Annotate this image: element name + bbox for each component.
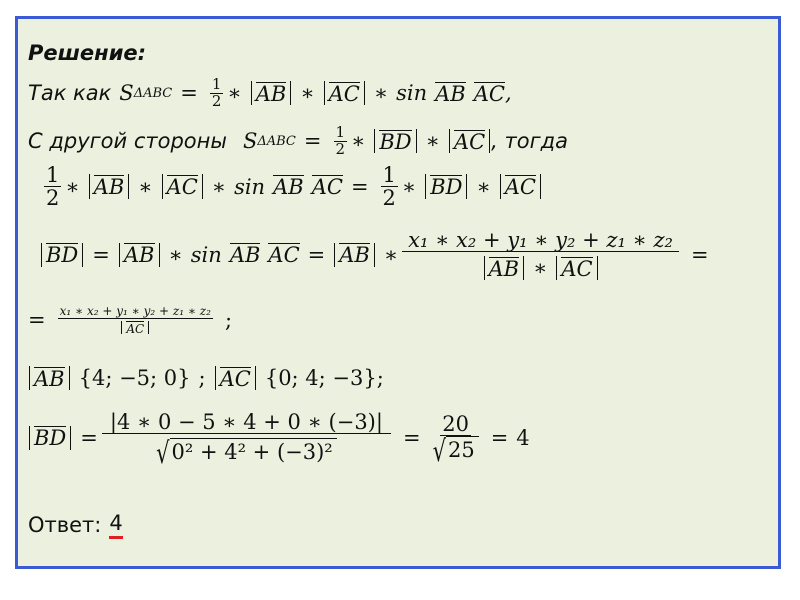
line-equals-continuation — [28, 305, 232, 335]
slide — [15, 16, 781, 569]
times-sign: ∗ — [401, 174, 417, 199]
line-calculation — [28, 410, 530, 470]
norm-ac: AC — [449, 129, 490, 153]
half-fraction: $\frac{1}{2}$ — [335, 123, 346, 158]
vec-ab: AB — [435, 81, 466, 106]
norm-ac: AC — [215, 366, 256, 390]
answer-label: Ответ: — [28, 513, 102, 537]
sqrt-denominator: √ 0² + 4² + (−3)² — [156, 438, 337, 464]
result-numerator: 20 — [442, 412, 469, 436]
times-sign: ∗ — [65, 174, 80, 199]
times-sign: ∗ — [425, 129, 440, 154]
half-fraction: $\frac{1}{2}$ — [382, 163, 396, 211]
norm-bd: BD — [425, 174, 467, 198]
equals-sign: = — [303, 129, 322, 154]
area-symbol: S — [119, 81, 134, 106]
norm-bd: BD — [374, 129, 416, 153]
equals-sign: = — [690, 242, 709, 267]
line-area-formula-1 — [28, 77, 512, 110]
sin-function: sin — [396, 81, 428, 106]
dot-product-fraction — [402, 229, 679, 280]
vec-ac: AC — [268, 243, 300, 268]
times-sign: ∗ — [351, 129, 366, 154]
dot-product-numerator: x₁ ∗ x₂ + y₁ ∗ y₂ + z₁ ∗ z₂ — [59, 304, 211, 318]
norm-ac: AC — [556, 256, 597, 280]
norm-ac: AC — [121, 321, 149, 335]
line-coordinates — [28, 366, 384, 390]
sqrt-content: 0² + 4² + (−3)² — [170, 438, 337, 464]
equals-sign: = — [402, 425, 421, 450]
times-sign: ∗ — [138, 174, 153, 199]
times-sign: ∗ — [383, 242, 399, 267]
equals-sign: = — [80, 425, 98, 450]
norm-ab: AB — [484, 256, 525, 280]
half-fraction: $\frac{1}{2}$ — [46, 163, 60, 211]
answer-value: 4 — [109, 511, 122, 539]
equals-sign: = — [307, 242, 326, 267]
norm-ab: AB — [119, 243, 160, 267]
result-fraction — [432, 412, 479, 468]
sin-function: sin — [234, 174, 266, 199]
area-symbol: S — [242, 129, 258, 154]
line-area-formula-2 — [28, 125, 568, 158]
norm-ab: AB — [334, 243, 375, 267]
line-bd-formula — [40, 229, 709, 280]
half-fraction: $\frac{1}{2}$ — [211, 75, 222, 110]
equals-sign: = — [92, 242, 110, 267]
calc-fraction — [102, 410, 391, 470]
ab-coordinates: {4; −5; 0} — [78, 366, 191, 391]
small-dot-product-fraction — [58, 305, 213, 335]
area-subscript: ΔABC — [133, 85, 173, 101]
norm-bd: BD — [41, 243, 83, 267]
semicolon: ; — [224, 308, 233, 333]
vec-ac: AC — [311, 175, 343, 200]
line-equality — [40, 164, 542, 209]
times-sign: ∗ — [300, 81, 315, 106]
sqrt-25: √ 25 — [433, 436, 479, 462]
times-sign: ∗ — [533, 256, 548, 281]
line1-suffix: , — [504, 81, 512, 106]
norm-ac: AC — [324, 81, 365, 105]
answer-line — [28, 511, 123, 539]
vec-ab: AB — [229, 243, 261, 268]
times-sign: ∗ — [211, 174, 227, 199]
line2-suffix: , тогда — [491, 129, 568, 154]
times-sign: ∗ — [476, 174, 491, 199]
sin-function: sin — [190, 242, 222, 267]
area-subscript: ΔABC — [257, 133, 296, 149]
calc-numerator: |4 ∗ 0 − 5 ∗ 4 + 0 ∗ (−3)| — [102, 411, 391, 434]
sqrt-25-content: 25 — [446, 436, 479, 462]
dot-product-numerator: x₁ ∗ x₂ + y₁ ∗ y₂ + z₁ ∗ z₂ — [402, 229, 679, 252]
times-sign: ∗ — [227, 81, 242, 106]
norm-ab: AB — [89, 174, 130, 198]
vec-ac: AC — [473, 81, 505, 106]
norm-ab: AB — [29, 366, 70, 390]
vec-ab: AB — [273, 175, 304, 200]
norm-ab: AB — [251, 81, 292, 105]
equals-sign: = — [28, 308, 46, 333]
calc-result: 4 — [516, 425, 530, 450]
norm-ac: AC — [500, 174, 541, 198]
times-sign: ∗ — [168, 242, 183, 267]
solution-heading: Решение: — [28, 41, 147, 65]
equals-sign: = — [180, 81, 198, 106]
equals-sign: = — [350, 174, 369, 199]
semicolon: ; — [198, 366, 206, 391]
line1-prefix: Так как — [28, 81, 112, 106]
times-sign: ∗ — [373, 81, 389, 106]
equals-sign: = — [490, 425, 509, 450]
norm-ac: AC — [162, 174, 203, 198]
line2-prefix: С другой стороны — [28, 129, 227, 154]
norm-bd: BD — [29, 426, 71, 450]
ac-coordinates: {0; 4; −3}; — [264, 366, 384, 391]
